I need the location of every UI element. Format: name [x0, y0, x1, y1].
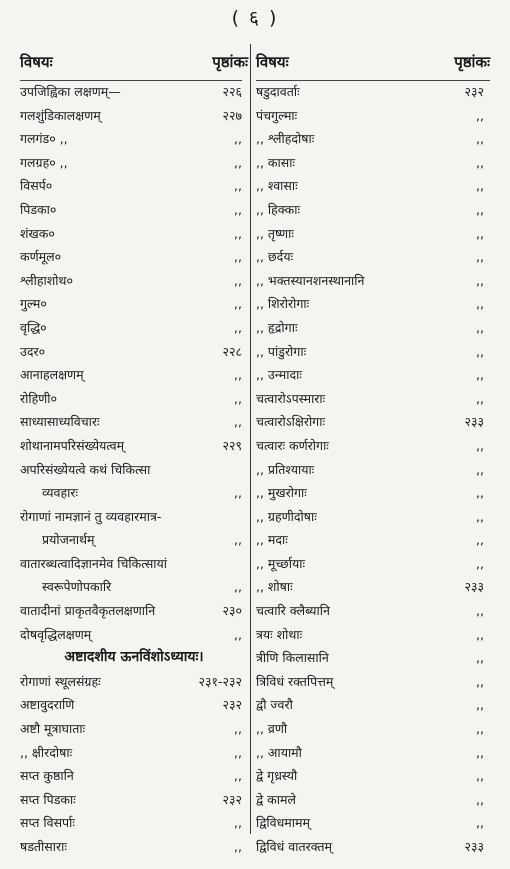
entry-page: ,, — [234, 768, 242, 784]
entry-subject: त्रीणि किलासानि — [256, 650, 329, 666]
entry-page: ,, — [234, 815, 242, 831]
right-index-list — [256, 80, 490, 859]
index-entry — [256, 764, 490, 788]
entry-subject: पिडका० — [20, 201, 57, 217]
entry-page: २३२ — [464, 84, 484, 99]
entry-page: ,, — [476, 626, 484, 642]
entry-page: ,, — [476, 390, 484, 406]
entry-page: २२६ — [222, 84, 242, 99]
entry-subject: ,, श्लीहदोषाः — [256, 131, 315, 147]
index-entry — [256, 434, 490, 458]
index-entry — [20, 528, 248, 552]
entry-subject: ,, मदाः — [256, 532, 288, 548]
entry-page: ,, — [234, 839, 242, 854]
index-entry — [20, 269, 248, 293]
entry-subject: साध्यासाध्यविचारः — [20, 414, 100, 430]
entry-page: २२८ — [222, 343, 242, 359]
entry-subject: ,, हृद्रोगाः — [256, 319, 298, 335]
entry-subject: गलग्रह० ,, — [20, 154, 68, 170]
entry-page: ,, — [234, 178, 242, 194]
index-entry — [256, 717, 490, 741]
index-entry — [256, 481, 490, 505]
left-column-header — [20, 44, 248, 80]
index-entry — [256, 741, 490, 765]
entry-page: ,, — [476, 508, 484, 524]
entry-subject: ,, शोषाः — [256, 579, 293, 595]
index-entry — [256, 245, 490, 269]
index-entry — [20, 717, 248, 741]
index-entry — [256, 174, 490, 198]
entry-page: ,, — [234, 296, 242, 312]
entry-subject: उदर० — [20, 343, 46, 359]
entry-page: २३३ — [464, 414, 484, 430]
entry-page: ,, — [476, 319, 484, 335]
entry-subject: द्विविधं वातरक्तम् — [256, 839, 332, 854]
entry-subject: द्वौ ज्वरौ — [256, 697, 293, 713]
index-entry — [20, 552, 248, 576]
index-entry — [256, 835, 490, 859]
index-entry — [256, 80, 490, 104]
column-divider — [250, 44, 251, 834]
entry-subject: चत्वारः कर्णरोगाः — [256, 437, 329, 453]
entry-subject: रोगाणां नामज्ञानं तु व्यवहारमात्र- — [20, 508, 162, 524]
subject-heading: विषयः — [256, 53, 289, 71]
entry-subject: ,, मुखरोगाः — [256, 485, 307, 501]
index-entry — [20, 741, 248, 765]
entry-subject: ,, भक्तस्यानशनस्थानानि — [256, 272, 365, 288]
index-entry — [256, 292, 490, 316]
entry-subject: चत्वारोऽक्षिरोगाः — [256, 414, 325, 430]
entry-page: ,, — [476, 343, 484, 359]
entry-page: ,, — [476, 721, 484, 737]
index-entry — [20, 198, 248, 222]
entry-subject: द्विविधमामम् — [256, 815, 310, 831]
entry-page: २३२ — [222, 791, 242, 807]
entry-subject: रोगाणां स्थूलसंग्रहः — [20, 673, 101, 689]
entry-page: ,, — [476, 437, 484, 453]
index-entry — [20, 387, 248, 411]
index-entry — [20, 222, 248, 246]
entry-subject: दोषवृद्धिलक्षणम् — [20, 626, 92, 642]
subject-heading: विषयः — [20, 53, 53, 71]
entry-page: ,, — [476, 532, 484, 548]
entry-page: २३० — [222, 603, 242, 619]
index-entry — [20, 151, 248, 175]
index-entry — [256, 670, 490, 694]
entry-page: ,, — [234, 390, 242, 406]
index-entry — [256, 104, 490, 128]
entry-subject: अष्टावुदराणि — [20, 697, 75, 713]
entry-subject: त्रिविधं रक्तपित्तम् — [256, 673, 334, 689]
entry-page: ,, — [476, 791, 484, 807]
entry-page: ,, — [476, 461, 484, 477]
page-number: ( ६ ) — [231, 7, 279, 29]
index-entry — [20, 104, 248, 128]
entry-subject: ,, हिक्काः — [256, 201, 300, 217]
entry-subject: ,, पांडुरोगाः — [256, 343, 307, 359]
entry-page: ,, — [234, 131, 242, 147]
entry-page: ,, — [476, 178, 484, 194]
index-entry — [256, 387, 490, 411]
entry-page: ,, — [234, 319, 242, 335]
entry-subject: वृद्धि० — [20, 319, 47, 335]
entry-page: ,, — [476, 768, 484, 784]
entry-page: २३१-२३२ — [198, 673, 242, 689]
entry-page: ,, — [476, 603, 484, 619]
entry-subject: गलशुंडिकालक्षणम् — [20, 107, 101, 123]
index-entry — [20, 623, 248, 647]
index-entry — [256, 505, 490, 529]
entry-subject: त्रयः शोथाः — [256, 626, 303, 642]
index-entry — [20, 292, 248, 316]
entry-page: ,, — [234, 485, 242, 501]
entry-page: ,, — [476, 650, 484, 666]
entry-page: ,, — [234, 154, 242, 170]
entry-subject: शोथानामपरिसंख्येयत्वम् — [20, 437, 125, 453]
entry-subject: ,, कासाः — [256, 154, 295, 170]
index-entry — [256, 198, 490, 222]
entry-subject: चत्वारोऽपस्माराः — [256, 390, 326, 406]
entry-subject: ,, प्रतिश्यायाः — [256, 461, 315, 477]
entry-subject: ,, आयामौ — [256, 744, 302, 760]
page-heading: पृष्ठांकः — [212, 53, 248, 71]
entry-subject: ,, मूर्च्छायाः — [256, 555, 306, 571]
entry-subject: ,, छर्दयः — [256, 249, 294, 265]
index-entry — [20, 481, 248, 505]
entry-subject: गलगंड० ,, — [20, 131, 68, 147]
entry-page: ,, — [476, 744, 484, 760]
entry-subject: सप्त विसर्पाः — [20, 815, 75, 831]
index-entry — [20, 599, 248, 623]
entry-subject: गुल्म० — [20, 296, 47, 312]
index-entry — [20, 434, 248, 458]
index-entry — [20, 670, 248, 694]
index-entry — [20, 788, 248, 812]
left-column — [20, 44, 248, 854]
entry-subject: ,, ग्रहणीदोषाः — [256, 508, 317, 524]
entry-subject: वातादीनां प्राकृतवैकृतलक्षणानि — [20, 603, 156, 619]
entry-page: २३३ — [464, 579, 484, 595]
entry-page: २२७ — [222, 107, 242, 123]
entry-subject: सप्त कुष्ठानि — [20, 768, 74, 784]
entry-subject: आनाहलक्षणम् — [20, 367, 84, 383]
entry-page: ,, — [476, 485, 484, 501]
index-entry — [256, 127, 490, 151]
entry-page: ,, — [476, 154, 484, 170]
index-entry — [20, 340, 248, 364]
entry-subject: स्वरूपेणोपकारि — [42, 579, 112, 595]
index-entry — [256, 693, 490, 717]
entry-page: ,, — [476, 225, 484, 241]
index-entry — [256, 316, 490, 340]
index-entry — [20, 410, 248, 434]
entry-subject: ,, श्वासाः — [256, 178, 298, 194]
entry-page: २३३ — [464, 839, 484, 854]
entry-page: ,, — [476, 673, 484, 689]
entry-subject: अष्टादशीय ऊनविंशोऽध्यायः। — [64, 649, 204, 666]
index-entry — [20, 245, 248, 269]
entry-page: ,, — [234, 272, 242, 288]
entry-subject: चत्वारि क्लैब्यानि — [256, 603, 330, 619]
entry-page: ,, — [476, 697, 484, 713]
index-entry — [256, 575, 490, 599]
index-entry — [20, 835, 248, 859]
entry-subject: श्लीहाशोथ० — [20, 272, 73, 288]
entry-subject: ,, क्षीरदोषाः — [20, 744, 73, 760]
entry-subject: षडतीसाराः — [20, 839, 67, 854]
index-entry — [256, 410, 490, 434]
entry-subject: द्वे गृध्रस्यौ — [256, 768, 298, 784]
entry-page: ,, — [234, 721, 242, 737]
entry-page: ,, — [234, 626, 242, 642]
index-entry — [20, 174, 248, 198]
index-entry — [20, 316, 248, 340]
right-column — [256, 44, 490, 854]
index-entry — [256, 269, 490, 293]
entry-page: ,, — [476, 555, 484, 571]
index-entry — [256, 151, 490, 175]
entry-subject: ,, उन्मादाः — [256, 367, 302, 383]
entry-page: ,, — [234, 532, 242, 548]
entry-page: ,, — [234, 367, 242, 383]
index-entry — [20, 505, 248, 529]
entry-page: ,, — [234, 201, 242, 217]
index-entry — [256, 811, 490, 835]
chapter-heading — [20, 646, 248, 670]
index-entry — [256, 552, 490, 576]
index-entry — [20, 693, 248, 717]
entry-subject: ,, शिरोरोगाः — [256, 296, 310, 312]
entry-subject: कर्णमूल० — [20, 249, 62, 265]
entry-subject: व्यवहारः — [42, 485, 78, 501]
entry-page: ,, — [476, 296, 484, 312]
index-entry — [20, 458, 248, 482]
entry-subject: षडुदावर्ताः — [256, 84, 300, 99]
entry-page: २३२ — [222, 697, 242, 713]
entry-subject: ,, तृष्णाः — [256, 225, 294, 241]
entry-subject: रोहिणी० — [20, 390, 58, 406]
left-index-list — [20, 80, 248, 859]
right-column-header — [256, 44, 490, 80]
entry-page: २२९ — [222, 437, 242, 453]
entry-page: ,, — [234, 579, 242, 595]
entry-page: ,, — [476, 367, 484, 383]
entry-subject: अष्टौ मूत्राघाताः — [20, 721, 86, 737]
index-entry — [256, 363, 490, 387]
entry-subject: विसर्प० — [20, 178, 53, 194]
index-entry — [20, 811, 248, 835]
index-entry — [256, 340, 490, 364]
entry-subject: प्रयोजनार्थम् — [42, 532, 95, 548]
entry-subject: पंचगुल्माः — [256, 107, 298, 123]
entry-subject: ,, व्रणौ — [256, 721, 288, 737]
index-entry — [256, 528, 490, 552]
index-entry — [256, 646, 490, 670]
entry-page: ,, — [476, 249, 484, 265]
entry-page: ,, — [476, 131, 484, 147]
entry-subject: अपरिसंख्येयत्वे कथं चिकित्सा — [20, 461, 151, 477]
entry-page: ,, — [234, 249, 242, 265]
index-entry — [20, 764, 248, 788]
index-entry — [20, 127, 248, 151]
index-entry — [20, 80, 248, 104]
entry-subject: द्वे कामले — [256, 791, 296, 807]
entry-page: ,, — [476, 107, 484, 123]
index-entry — [20, 575, 248, 599]
entry-page: ,, — [476, 272, 484, 288]
entry-page: ,, — [234, 225, 242, 241]
entry-page: ,, — [476, 201, 484, 217]
index-entry — [256, 458, 490, 482]
entry-page: ,, — [476, 815, 484, 831]
page-heading: पृष्ठांकः — [454, 53, 490, 71]
entry-subject: वातारब्धत्वादिज्ञानमेव चिकित्सायां — [20, 555, 167, 571]
entry-page: ,, — [234, 414, 242, 430]
index-entry — [256, 788, 490, 812]
index-entry — [256, 623, 490, 647]
entry-subject: उपजिह्विका लक्षणम्— — [20, 84, 121, 99]
index-entry — [256, 222, 490, 246]
index-entry — [256, 599, 490, 623]
index-entry — [20, 363, 248, 387]
entry-subject: सप्त पिडकाः — [20, 791, 76, 807]
entry-page: ,, — [234, 744, 242, 760]
entry-subject: शंखक० — [20, 225, 55, 241]
